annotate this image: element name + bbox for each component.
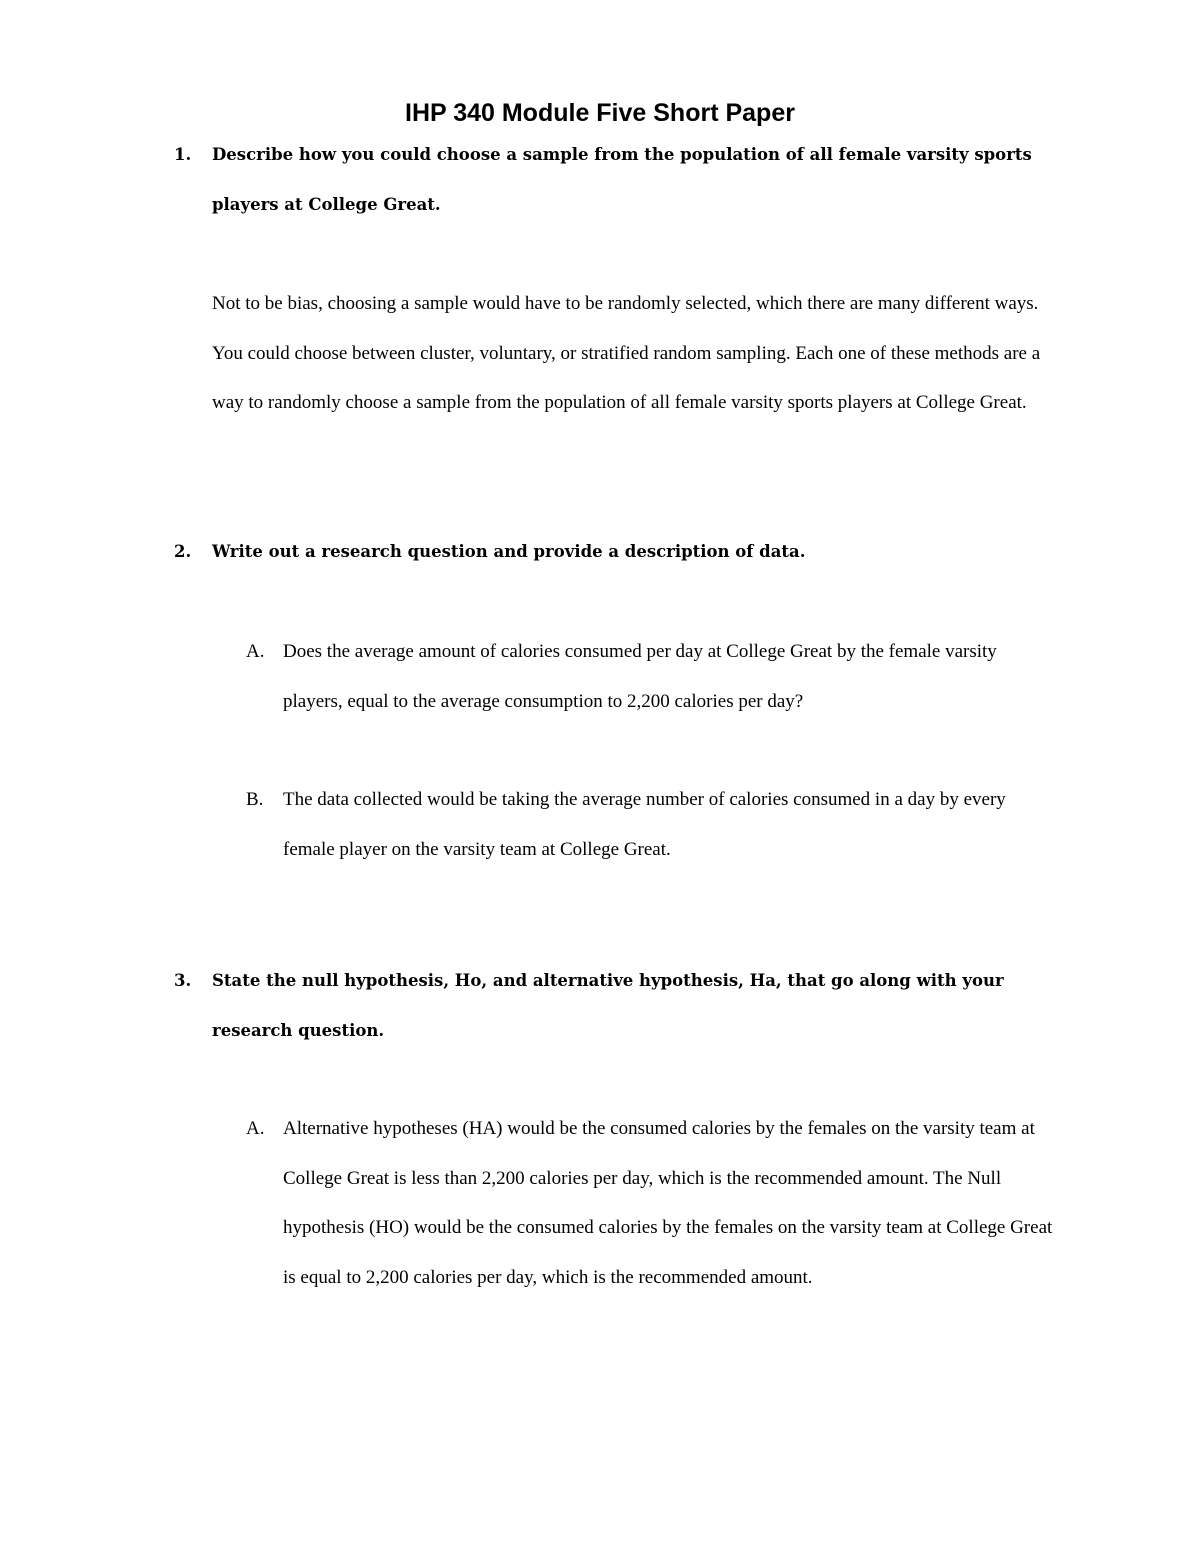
question-3-number: 3. bbox=[174, 971, 192, 990]
question-2-text: Write out a research question and provide a description of data. bbox=[212, 542, 806, 561]
question-1-text: Describe how you could choose a sample from the population of all female varsity sports players at College Great. bbox=[212, 145, 1032, 214]
question-3-text: State the null hypothesis, Ho, and alternative hypothesis, Ha, that go along with your research question. bbox=[212, 971, 1004, 1040]
question-1-answer: Not to be bias, choosing a sample would have to be randomly selected, which there are many different ways. You could choose between cluster, voluntary, or stratified random sampling. Each one of these methods are a way to randomly choose a sample from the population of all female varsity sports players at College Great. bbox=[212, 293, 1041, 413]
question-2-item-a-letter: A. bbox=[246, 641, 265, 662]
question-3 bbox=[174, 956, 1074, 1055]
question-2-number: 2. bbox=[174, 542, 192, 561]
question-3-item-a bbox=[246, 1104, 1066, 1302]
question-3-item-a-text: Alternative hypotheses (HA) would be the consumed calories by the females on the varsity team at College Great is less than 2,200 calories per day, which is the recommended amount. The Null hypothesis (HO) would be the consumed calories by the females on the varsity team at College Great is equal to 2,200 calories per day, which is the recommended amount. bbox=[283, 1118, 1053, 1288]
question-2 bbox=[174, 527, 1074, 577]
question-2-item-a bbox=[246, 627, 1066, 726]
question-1 bbox=[174, 130, 1074, 229]
question-2-item-a-text: Does the average amount of calories consumed per day at College Great by the female varsity players, equal to the average consumption to 2,200 calories per day? bbox=[283, 641, 997, 712]
document-title: IHP 340 Module Five Short Paper bbox=[405, 99, 795, 127]
question-1-number: 1. bbox=[174, 145, 192, 164]
question-3-item-a-letter: A. bbox=[246, 1118, 265, 1139]
question-2-item-b-text: The data collected would be taking the average number of calories consumed in a day by every female player on the varsity team at College Great. bbox=[283, 789, 1006, 860]
question-2-item-b-letter: B. bbox=[246, 789, 264, 810]
question-2-item-b bbox=[246, 775, 1066, 874]
